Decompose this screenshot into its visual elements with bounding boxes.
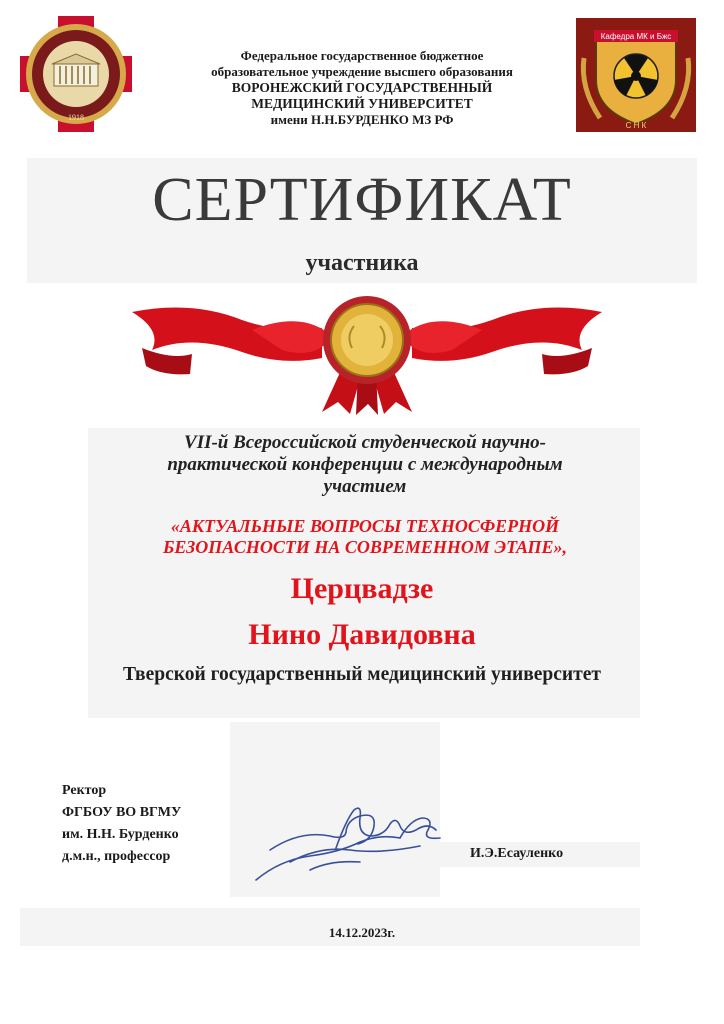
university-emblem-icon	[20, 16, 132, 132]
participant-surname: Церцвадзе	[290, 572, 434, 605]
certificate-subtitle: участника	[305, 250, 419, 276]
emblem-year: 1918	[68, 113, 84, 122]
signatory-line-4: д.м.н., профессор	[62, 849, 171, 864]
header-line-4: МЕДИЦИНСКИЙ УНИВЕРСИТЕТ	[251, 96, 473, 111]
department-emblem-icon	[576, 18, 696, 132]
header-line-3: ВОРОНЕЖСКИЙ ГОСУДАРСТВЕННЫЙ	[231, 80, 493, 95]
header-line-2: образовательное учреждение высшего образования	[211, 64, 513, 79]
conference-theme-line-1: «АКТУАЛЬНЫЕ ВОПРОСЫ ТЕХНОСФЕРНОЙ	[170, 516, 560, 536]
header-line-5: имени Н.Н.БУРДЕНКО МЗ РФ	[270, 112, 454, 127]
issue-date: 14.12.2023г.	[328, 925, 396, 940]
signatory-line-3: им. Н.Н. Бурденко	[62, 827, 179, 842]
header-line-1: Федеральное государственное бюджетное	[240, 48, 484, 63]
participant-organization: Тверской государственный медицинский университет	[123, 664, 601, 685]
conference-line-2: практической конференции с международным	[167, 454, 563, 475]
conference-theme	[90, 516, 640, 558]
emblem-banner: Кафедра МК и Бжс	[600, 32, 672, 41]
handwritten-signature-icon	[250, 790, 450, 890]
emblem-letters: С Н К	[625, 121, 647, 130]
conference-line-3: участием	[323, 476, 407, 497]
certificate-title: СЕРТИФИКАТ	[152, 166, 572, 234]
signatory-name: И.Э.Есауленко	[470, 846, 564, 861]
university-header	[150, 48, 574, 128]
participant-given-names: Нино Давидовна	[248, 618, 476, 651]
conference-line-1: VII-й Всероссийской студенческой научно-	[184, 432, 546, 453]
conference-description	[90, 432, 640, 498]
conference-theme-line-2: БЕЗОПАСНОСТИ НА СОВРЕМЕННОМ ЭТАПЕ»,	[162, 537, 568, 557]
signatory-title	[62, 780, 181, 868]
signatory-line-2: ФГБОУ ВО ВГМУ	[62, 805, 182, 820]
ribbon-medal-icon	[132, 290, 602, 415]
signatory-line-1: Ректор	[62, 783, 107, 798]
